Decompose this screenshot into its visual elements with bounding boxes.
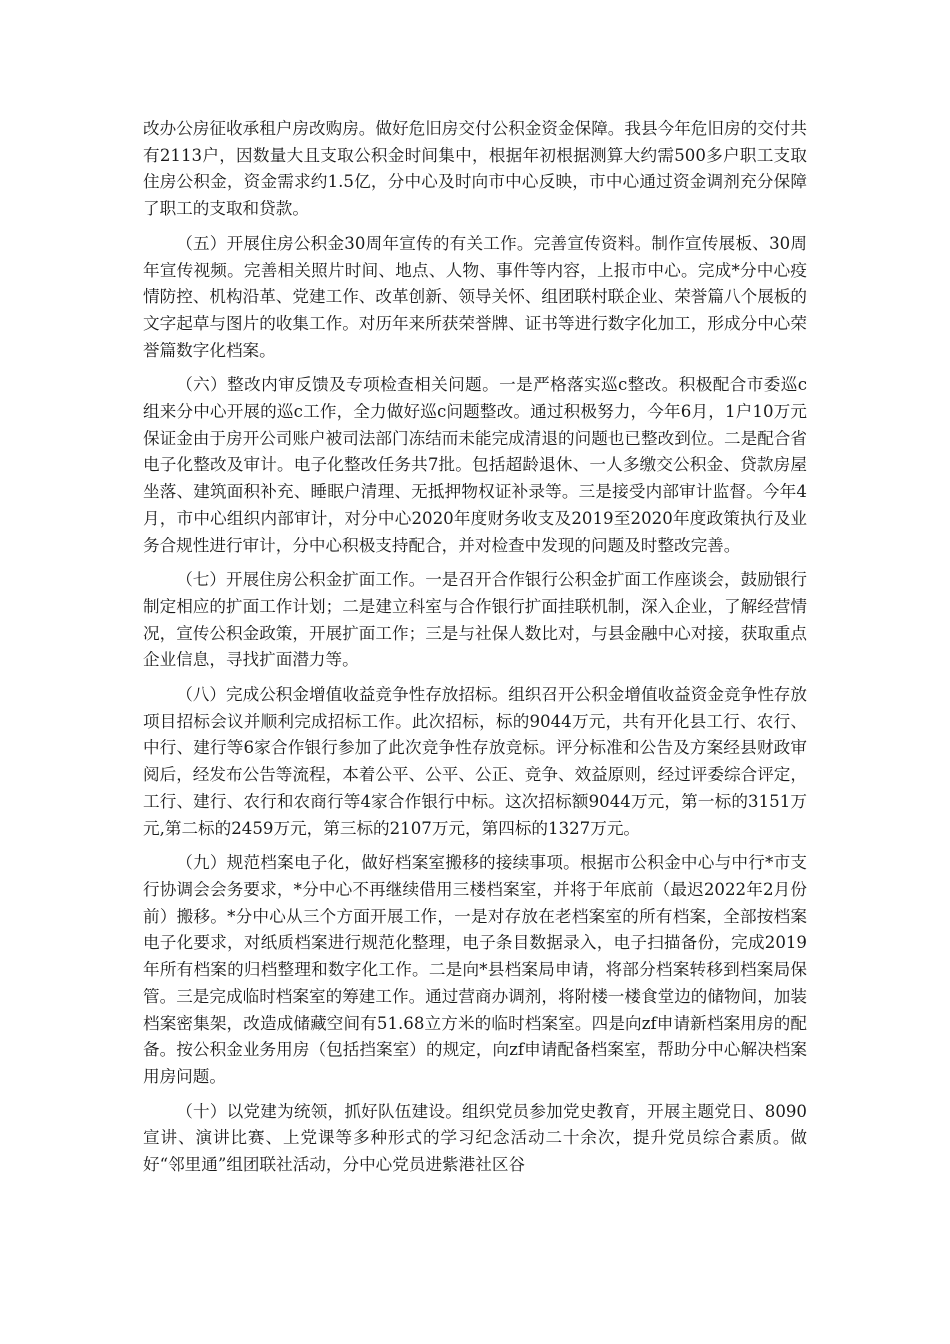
paragraph-section-10: （十）以党建为统领，抓好队伍建设。组织党员参加党史教育，开展主题党日、8090宣讲、演讲比赛、上党课等多种形式的学习纪念活动二十余次，提升党员综合素质。做好“邻里通”组团联社活动，分中心党员进紫港社区谷 — [143, 1101, 807, 1175]
paragraph-section-5: （五）开展住房公积金30周年宣传的有关工作。完善宣传资料。制作宣传展板、30周年宣传视频。完善相关照片时间、地点、人物、事件等内容，上报市中心。完成*分中心疫情防控、机构沿革、党建工作、改革创新、领导关怀、组团联村联企业、荣誉篇八个展板的文字起草与图片的收集工作。对历年来所获荣誉牌、证书等进行数字化加工，形成分中心荣誉篇数字化档案。 — [143, 233, 807, 360]
paragraph-section-6: （六）整改内审反馈及专项检查相关问题。一是严格落实巡c整改。积极配合市委巡c组来分中心开展的巡c工作，全力做好巡c问题整改。通过积极努力，今年6月，1户10万元保证金由于房开公司账户被司法部门冻结而未能完成清退的问题也已整改到位。二是配合省电子化整改及审计。电子化整改任务共7批。包括超龄退休、一人多缴交公积金、贷款房屋坐落、建筑面积补充、睡眠户清理、无抵押物权证补录等。三是接受内部审计监督。今年4月，市中心组织内部审计，对分中心2020年度财务收支及2019至2020年度政策执行及业务合规性进行审计，分中心积极支持配合，并对检查中发现的问题及时整改完善。 — [143, 375, 807, 555]
document-body — [143, 116, 807, 1187]
paragraph-section-7: （七）开展住房公积金扩面工作。一是召开合作银行公积金扩面工作座谈会，鼓励银行制定相应的扩面工作计划；二是建立科室与合作银行扩面挂联机制，深入企业，了解经营情况，宣传公积金政策，开展扩面工作；三是与社保人数比对，与县金融中心对接，获取重点企业信息，寻找扩面潜力等。 — [143, 570, 807, 670]
paragraph-section-9: （九）规范档案电子化，做好档案室搬移的接续事项。根据市公积金中心与中行*市支行协调会会务要求，*分中心不再继续借用三楼档案室，并将于年底前（最迟2022年2月份前）搬移。*分中心从三个方面开展工作，一是对存放在老档案室的所有档案，全部按档案电子化要求，对纸质档案进行规范化整理，电子条目数据录入，电子扫描备份，完成2019年所有档案的归档整理和数字化工作。二是向*县档案局申请，将部分档案转移到档案局保管。三是完成临时档案室的筹建工作。通过营商办调剂，将附楼一楼食堂边的储物间，加装档案密集架，改造成储藏空间有51.68立方米的临时档案室。四是向zf申请新档案用房的配备。按公积金业务用房（包括挡案室）的规定，向zf申请配备档案室，帮助分中心解决档案用房问题。 — [143, 853, 807, 1086]
paragraph-intro: 改办公房征收承租户房改购房。做好危旧房交付公积金资金保障。我县今年危旧房的交付共有2113户，因数量大且支取公积金时间集中，根据年初根据测算大约需500多户职工支取住房公积金，资金需求约1.5亿，分中心及时向市中心反映，市中心通过资金调剂充分保障了职工的支取和贷款。 — [143, 119, 807, 219]
paragraph-section-8: （八）完成公积金增值收益竞争性存放招标。组织召开公积金增值收益资金竞争性存放项目招标会议并顺利完成招标工作。此次招标，标的9044万元，共有开化县工行、农行、中行、建行等6家合作银行参加了此次竞争性存放竞标。评分标准和公告及方案经县财政审阅后，经发布公告等流程，本着公平、公平、公正、竞争、效益原则，经过评委综合评定，工行、建行、农行和农商行等4家合作银行中标。这次招标额9044万元，第一标的3151万元,第二标的2459万元，第三标的2107万元，第四标的1327万元。 — [143, 685, 807, 838]
